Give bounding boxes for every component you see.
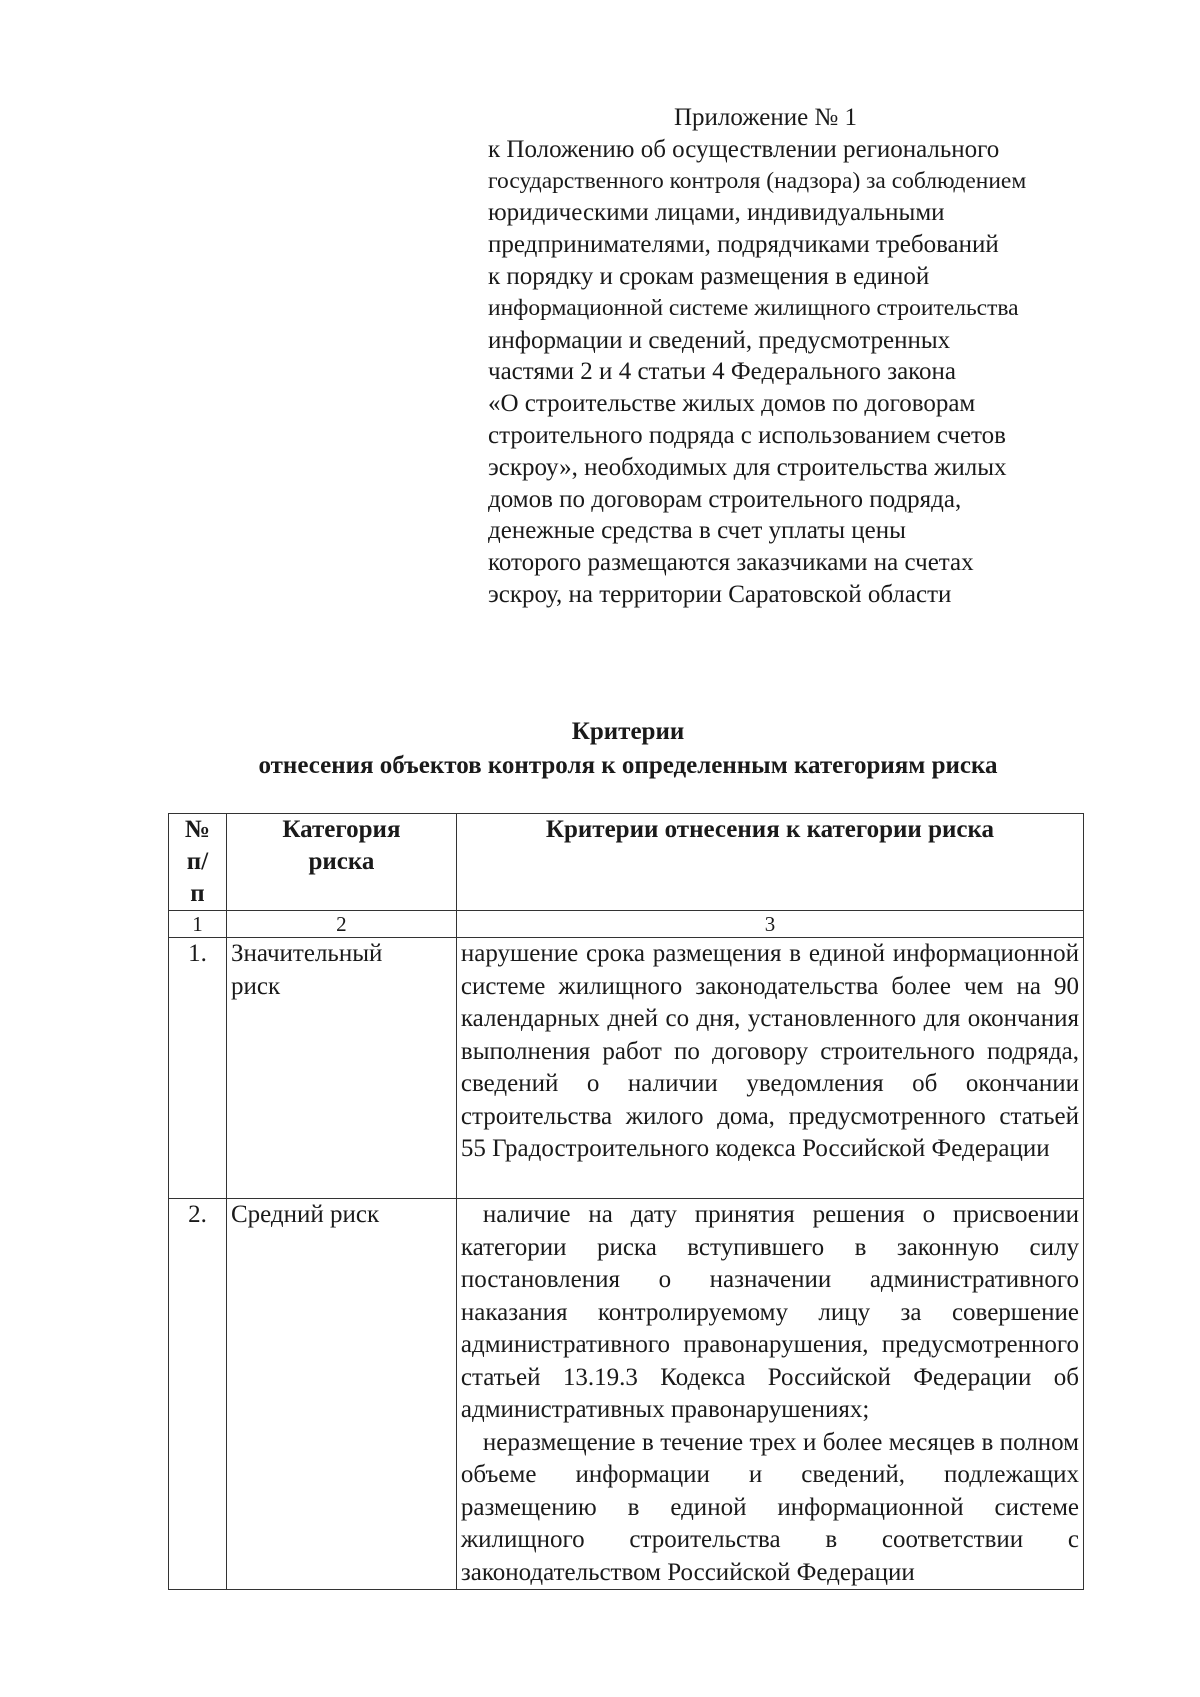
- row-category: Значительный риск: [226, 938, 456, 1199]
- row-number: 2.: [169, 1199, 227, 1590]
- criteria-heading: [168, 715, 1088, 783]
- column-number-row: [169, 911, 1084, 938]
- appendix-line: денежные средства в счет уплаты цены: [488, 517, 906, 545]
- table-header-row: [169, 814, 1084, 911]
- row-number: 1.: [169, 938, 227, 1199]
- criteria-heading-line2: отнесения объектов контроля к определенным категориям риска: [258, 752, 998, 779]
- appendix-line: информации и сведений, предусмотренных: [488, 326, 951, 354]
- column-number: 3: [456, 911, 1083, 938]
- appendix-line: частями 2 и 4 статьи 4 Федерального закона: [488, 358, 957, 386]
- appendix-line: строительного подряда с использованием счетов: [488, 421, 1006, 449]
- row-criteria: нарушение срока размещения в единой информационной системе жилищного законодательства более чем на 90 календарных дней со дня, установленного для окончания выполнения работ по договору строительного подряда, сведений о наличии уведомления об окончании строительства жилого дома, предусмотренного статьей 55 Градостроительного кодекса Российской Федерации: [456, 938, 1083, 1199]
- appendix-line: юридическими лицами, индивидуальными: [488, 199, 945, 227]
- column-number: 1: [169, 911, 227, 938]
- row-category: Средний риск: [226, 1199, 456, 1590]
- appendix-block: [488, 102, 1088, 611]
- row-criteria-paragraph: наличие на дату принятия решения о присвоении категории риска вступившего в законную силу постановления о назначении административного наказания контролируемому лицу за совершение административного правонарушения, предусмотренного статьей 13.19.3 Кодекса Российской Федерации об административных правонарушениях;: [460, 1201, 1079, 1423]
- header-number: № п/п: [169, 814, 227, 911]
- appendix-line: эскроу», необходимых для строительства жилых: [488, 453, 1007, 481]
- appendix-line: предпринимателями, подрядчиками требований: [488, 231, 999, 259]
- criteria-heading-line1: Критерии: [571, 718, 685, 745]
- header-criteria: Критерии отнесения к категории риска: [456, 814, 1083, 911]
- appendix-line: «О строительстве жилых домов по договорам: [488, 390, 976, 418]
- table-row: [169, 938, 1084, 1199]
- appendix-line: эскроу, на территории Саратовской области: [488, 580, 952, 608]
- risk-criteria-table: [168, 813, 1084, 1590]
- appendix-line: которого размещаются заказчиками на счетах: [488, 549, 974, 577]
- appendix-line: информационной системе жилищного строительства: [488, 294, 1019, 321]
- table-row: [169, 1199, 1084, 1590]
- appendix-title: Приложение № 1: [674, 104, 858, 131]
- header-category: Категория риска: [226, 814, 456, 911]
- appendix-line: к порядку и срокам размещения в единой: [488, 262, 930, 290]
- row-criteria-paragraph: неразмещение в течение трех и более месяцев в полном объеме информации и сведений, подлежащих размещению в единой информационной системе жилищного строительства в соответствии с законодательством Российской Федерации: [460, 1428, 1079, 1586]
- row-criteria-cell: [456, 1199, 1083, 1590]
- appendix-line: государственного контроля (надзора) за соблюдением: [488, 167, 1027, 194]
- column-number: 2: [226, 911, 456, 938]
- appendix-line: домов по договорам строительного подряда,: [488, 485, 962, 513]
- appendix-line: к Положению об осуществлении регионального: [488, 135, 1000, 163]
